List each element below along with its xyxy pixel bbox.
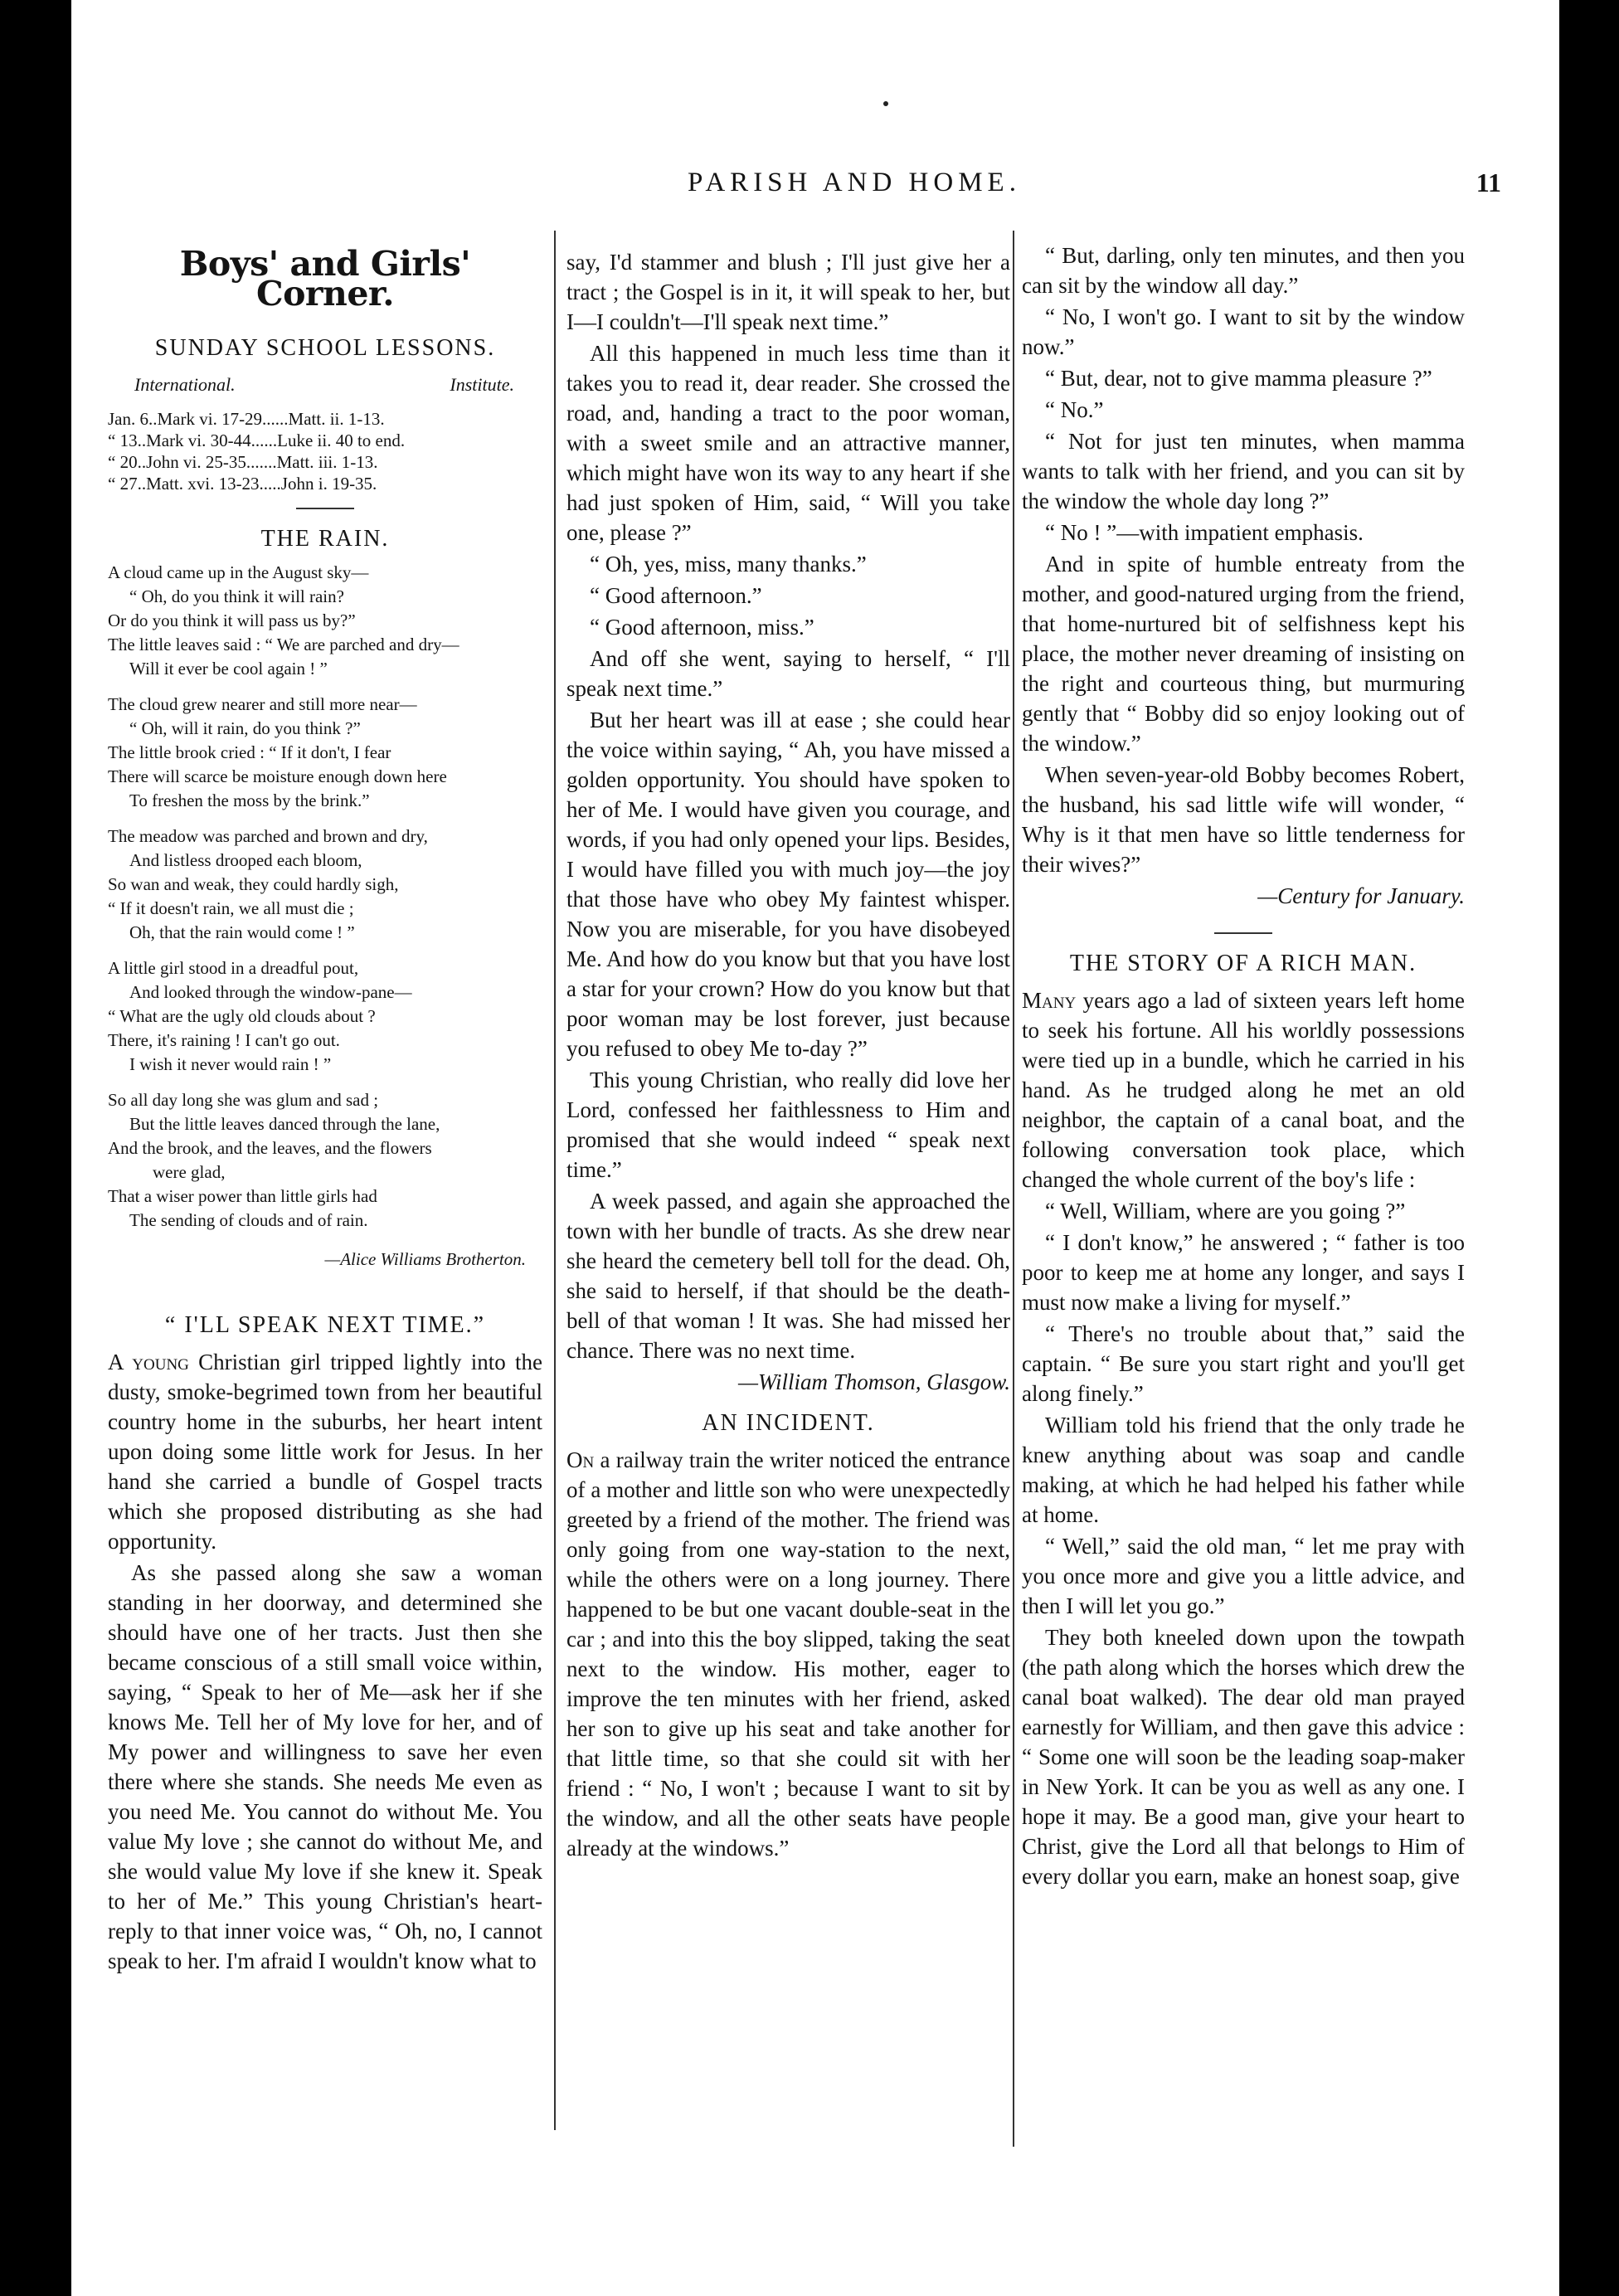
paragraph: And in spite of humble entreaty from the mother, and good-natured urging from the friend, that home-nurtured bit of selfishness kept his place, the mother never dreaming of insisting on the right and courteous thing, but murmuring gently that “ Bobby did so enjoy looking out of the window.” [1022,552,1465,756]
rich-para-1: Many years ago a lad of sixteen years left home to seek his fortune. All his worldly possessions were tied up in a bundle, which he carried in his hand. As he trudged along he met an old neighbor, the captain of a canal boat, and the following conversation took place, which changed the whole current of the boy's life : [1022,988,1465,1192]
poem-line: “ Oh, will it rain, do you think ?” [129,718,361,738]
divider [1214,932,1272,934]
poem-stanza [108,956,542,1077]
poem-line: That a wiser power than little girls had [108,1186,377,1206]
paragraph: say, I'd stammer and blush ; I'll just give her a tract ; the Gospel is in it, it will speak to her, but I—I couldn't—I'll speak next time.” [566,250,1010,334]
paragraph: “ Well, William, where are you going ?” [1045,1199,1406,1223]
poem-line: So all day long she was glum and sad ; [108,1090,379,1110]
rain-title: THE RAIN. [260,526,390,552]
poem-line: “ What are the ugly old clouds about ? [108,1006,376,1026]
speak-para-2: As she passed along she saw a woman standing in her doorway, and determined she should have one of her tracts. Just then she became conscious of a still small voice within, saying, “ Speak to her of Me—ask her if she knows Me. Tell her of My love for her, and of My power and willingness to save her even there where she stands. She needs Me even as you need Me. You cannot do without Me. You value My love ; she cannot do without Me, and she would value My love if she knew it. Speak to her of Me.” This young Christian's heart-reply to that inner voice was, “ Oh, no, I cannot speak to her. I'm afraid I wouldn't know what to [108,1560,542,1973]
paragraph: “ Not for just ten minutes, when mamma wants to talk with her friend, and you can sit by the window the whole day long ?” [1022,429,1465,513]
column-divider-2 [1013,231,1014,2147]
lesson-line: “ 20..John vi. 25-35.......Matt. iii. 1-13. [108,452,378,472]
paragraph: “ No ! ”—with impatient emphasis. [1045,520,1364,545]
poem-line: “ Oh, do you think it will rain? [129,586,344,606]
ink-dot [883,101,888,106]
poem-stanza [108,1088,542,1233]
poem-line: And listless drooped each bloom, [129,850,362,870]
paragraph: “ Good afternoon.” [590,583,762,608]
poem-line: The cloud grew nearer and still more near— [108,694,417,714]
incident-title: AN INCIDENT. [702,1410,875,1436]
rich-title: THE STORY OF A RICH MAN. [1069,951,1417,976]
rain-attribution: —Alice Williams Brotherton. [324,1249,526,1269]
corner-title: Boys' and Girls' Corner. [179,244,471,314]
rain-poem [108,561,542,1233]
lessons-head-right: Institute. [450,374,514,395]
poem-line: Or do you think it will pass us by?” [108,610,356,630]
column-1 [108,244,542,1977]
paragraph: “ Oh, yes, miss, many thanks.” [590,552,867,576]
poem-line: And looked through the window-pane— [129,982,412,1002]
paragraph: “ But, darling, only ten minutes, and then you can sit by the window all day.” [1022,243,1465,298]
story-signature: —William Thomson, Glasgow. [737,1369,1010,1394]
source-citation: —Century for January. [1257,883,1465,908]
page-number: 11 [1476,168,1501,197]
poem-stanza [108,693,542,813]
page-header [108,168,1501,209]
poem-line: Oh, that the rain would come ! ” [129,922,355,942]
dropcap: Many [1022,988,1077,1013]
paragraph: A week passed, and again she approached the town with her bundle of tracts. As she drew near she heard the cemetery bell toll for the dead. Oh, she said to herself, if that should be the death-bell of that woman ! It was. She had missed her chance. There was no next time. [566,1189,1010,1363]
speak-title: “ I'LL SPEAK NEXT TIME.” [164,1312,486,1338]
col3-paragraphs [1022,241,1465,879]
lessons-header [108,370,542,400]
dropcap: On [566,1447,595,1472]
lessons-title: SUNDAY SCHOOL LESSONS. [154,335,496,361]
paragraph: “ No, I won't go. I want to sit by the window now.” [1022,304,1465,359]
paragraph: When seven-year-old Bobby becomes Robert, the husband, his sad little wife will wonder, “ Why is it that men have so little tenderness for their wives?” [1022,762,1465,877]
rich-paragraphs [1022,1196,1465,1891]
poem-line: And the brook, and the leaves, and the flowers [108,1138,432,1158]
poem-line: “ If it doesn't rain, we all must die ; [108,898,354,918]
lesson-line: “ 13..Mark vi. 30-44......Luke ii. 40 to end. [108,430,406,450]
poem-line: A little girl stood in a dreadful pout, [108,958,359,978]
lessons-list [108,408,542,494]
poem-line: The sending of clouds and of rain. [129,1210,368,1230]
poem-line: There, it's raining ! I can't go out. [108,1030,340,1050]
paragraph: William told his friend that the only trade he knew anything about was soap and candle making, at which he had helped his father while at home. [1022,1413,1465,1527]
page-title: PARISH AND HOME. [688,168,1021,197]
poem-line: I wish it never would rain ! ” [129,1054,332,1074]
paragraph: “ I don't know,” he answered ; “ father is too poor to keep me at home any longer, and says I must now make a living for myself.” [1022,1230,1465,1315]
poem-line: But the little leaves danced through the lane, [129,1114,440,1134]
paragraph: “ No.” [1045,397,1104,422]
paragraph: And off she went, saying to herself, “ I'll speak next time.” [566,646,1010,701]
poem-stanza [108,825,542,945]
poem-line: were glad, [153,1162,226,1182]
paragraph: “ Good afternoon, miss.” [590,615,814,640]
poem-line: A cloud came up in the August sky— [108,562,369,582]
poem-line: The little brook cried : “ If it don't, I fear [108,742,391,762]
paragraph: “ Well,” said the old man, “ let me pray with you once more and give you a little advice, and then I will let you go.” [1022,1534,1465,1618]
speak-para-1: A young Christian girl tripped lightly into the dusty, smoke-begrimed town from her beautiful country home in the suburbs, her heart intent upon doing some little work for Jesus. In her hand she carried a bundle of Gospel tracts which she proposed distributing as she had opportunity. [108,1350,542,1554]
col2-paragraphs [566,247,1010,1365]
paragraph: They both kneeled down upon the towpath (the path along which the horses which drew the canal boat walked). The dear old man prayed earnestly for William, and then gave this advice : “ Some one will soon be the leading soap-maker in New York. It can be you as well as any one. I hope it may. Be a good man, give your heart to Christ, give the Lord all that belongs to Him of every dollar you earn, make an honest soap, give [1022,1625,1465,1889]
lesson-line: Jan. 6..Mark vi. 17-29......Matt. ii. 1-13. [108,409,385,429]
paragraph: “ But, dear, not to give mamma pleasure ?” [1045,366,1432,391]
column-2 [566,247,1010,1865]
scan-border-right [1559,0,1619,2296]
poem-line: The little leaves said : “ We are parched and dry— [108,635,459,654]
lessons-head-left: International. [134,374,236,395]
poem-line: To freshen the moss by the brink.” [129,790,370,810]
poem-line: So wan and weak, they could hardly sigh, [108,874,399,894]
dropcap: A young [108,1350,189,1374]
lesson-line: “ 27..Matt. xvi. 13-23.....John i. 19-35. [108,474,377,494]
poem-stanza [108,561,542,681]
paragraph: But her heart was ill at ease ; she could hear the voice within saying, “ Ah, you have missed a golden opportunity. You should have spoken to her of Me. I would have given you courage, and words, if you had only opened your lips. Besides, I would have filled you with much joy—the joy that those have who obey My faintest whisper. Now you are miserable, for you have disobeyed Me. And how do you know but that you have lost a star for your crown? How do you know but that poor woman may be lost forever, just because you refused to obey Me to-day ?” [566,708,1010,1061]
poem-line: Will it ever be cool again ! ” [129,659,328,679]
paragraph: All this happened in much less time than it takes you to read it, dear reader. She crossed the road, and, handing a tract to the poor woman, with a sweet smile and an attractive manner, which might have won its way to any heart if she had just spoken of Him, said, “ Will you take one, please ?” [566,341,1010,545]
paragraph: “ There's no trouble about that,” said the captain. “ Be sure you start right and you'll get along finely.” [1022,1321,1465,1406]
scan-border-left [0,0,71,2296]
paragraph: This young Christian, who really did love her Lord, confessed her faithlessness to Him and promised that she would indeed “ speak next time.” [566,1068,1010,1182]
column-3 [1022,241,1465,1893]
poem-line: There will scarce be moisture enough down here [108,766,447,786]
divider [296,508,354,509]
column-divider-1 [554,231,556,2130]
poem-line: The meadow was parched and brown and dry, [108,826,428,846]
incident-para: On a railway train the writer noticed the entrance of a mother and little son who were unexpectedly greeted by a friend of the mother. The friend was only going from one way-station to the next, while the others were on a long journey. There happened to be but one vacant double-seat in the car ; and into this the boy slipped, taking the seat next to the window. His mother, eager to improve the ten minutes with her friend, asked her son to give up his seat and take another for that little time, so that she could sit with her friend : “ No, I won't ; because I want to sit by the window, and all the other seats have people already at the windows.” [566,1447,1010,1861]
